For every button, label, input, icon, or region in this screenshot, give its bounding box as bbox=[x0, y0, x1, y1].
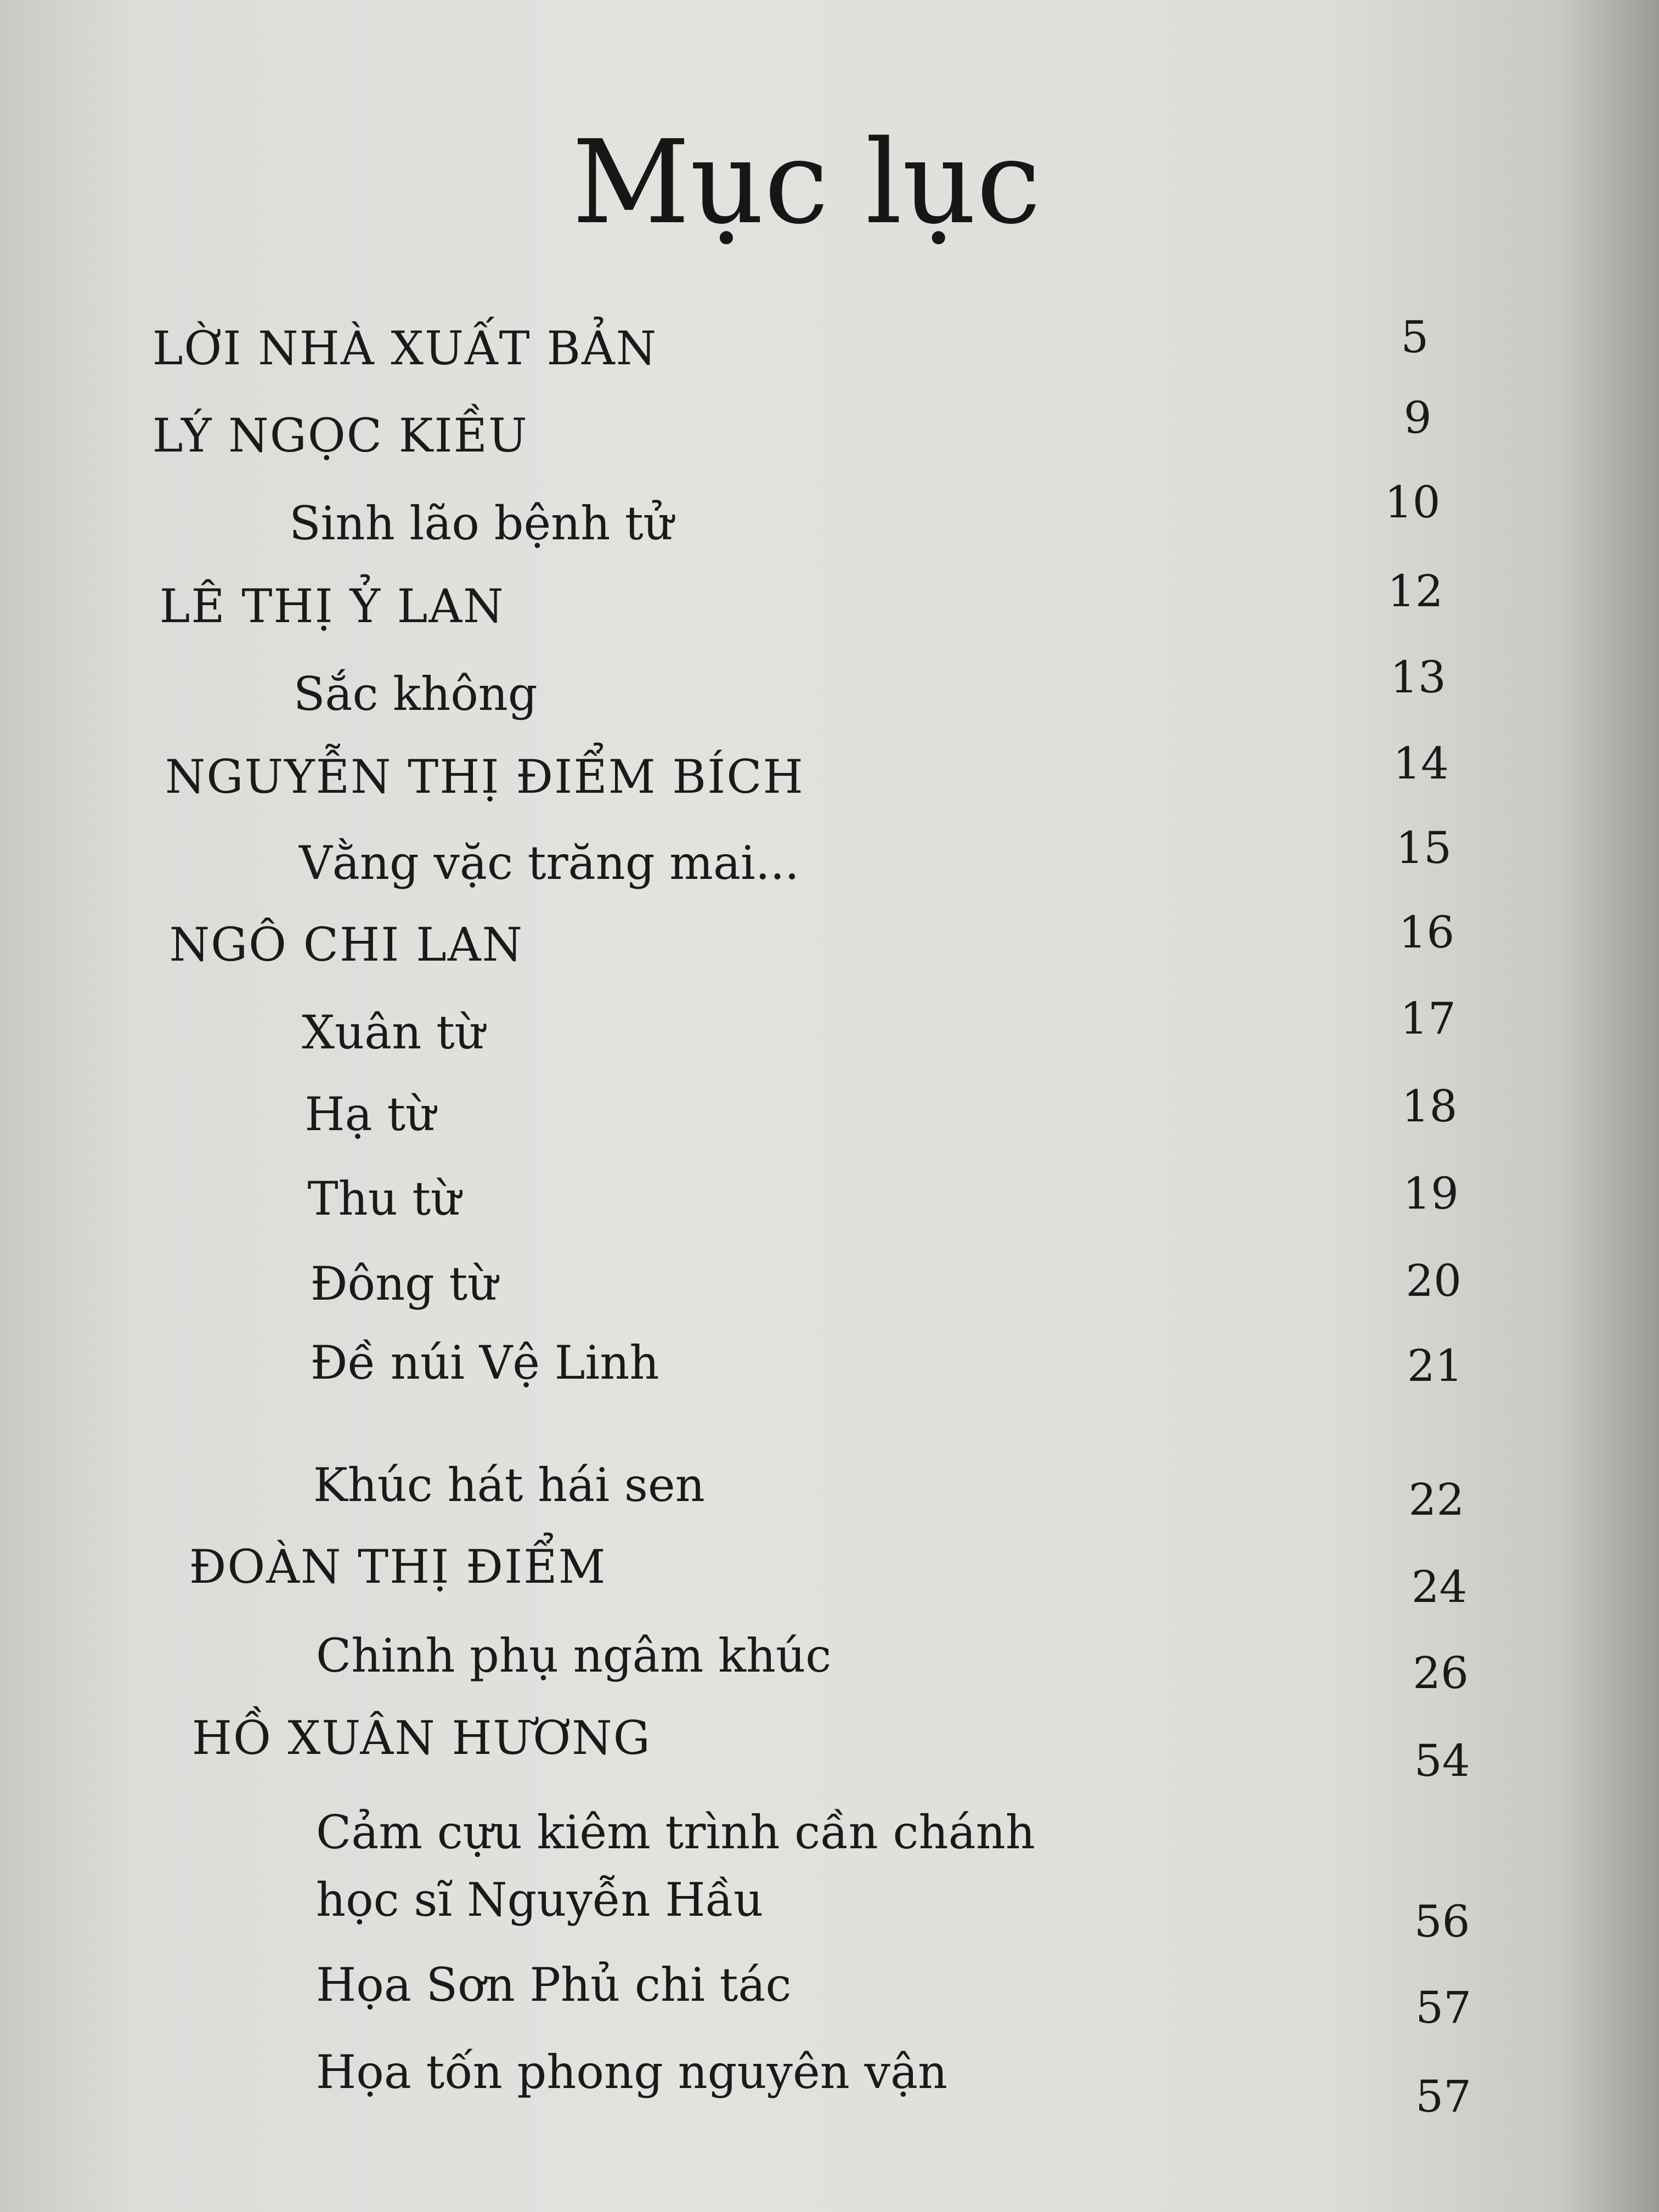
toc-poem-entry: Thu từ bbox=[307, 1172, 461, 1226]
toc-page-number: 10 bbox=[1384, 477, 1441, 528]
page-title: Mục lục bbox=[572, 115, 1041, 250]
toc-poem-entry: Họa Sơn Phủ chi tác bbox=[316, 1957, 792, 2012]
toc-page-number: 18 bbox=[1401, 1080, 1458, 1132]
toc-poem-entry: Xuân từ bbox=[302, 1005, 484, 1059]
toc-author-entry: LÊ THỊ Ỷ LAN bbox=[159, 579, 505, 634]
toc-author-entry: LỜI NHÀ XUẤT BẢN bbox=[152, 321, 658, 375]
toc-poem-entry: Hạ từ bbox=[304, 1087, 436, 1141]
toc-page-number: 26 bbox=[1413, 1647, 1469, 1699]
toc-poem-entry: Đề núi Vệ Linh bbox=[310, 1335, 659, 1390]
toc-author-entry: HỒ XUÂN HƯƠNG bbox=[191, 1711, 651, 1765]
toc-page-number: 14 bbox=[1393, 737, 1449, 789]
toc-page-number: 54 bbox=[1414, 1735, 1470, 1786]
toc-author-entry: NGÔ CHI LAN bbox=[169, 918, 524, 972]
toc-page-number: 21 bbox=[1407, 1340, 1463, 1391]
toc-poem-entry: Họa tốn phong nguyên vận bbox=[316, 2045, 948, 2099]
toc-page-number: 57 bbox=[1415, 2070, 1472, 2122]
toc-page-number: 19 bbox=[1403, 1168, 1459, 1219]
toc-page-number: 17 bbox=[1400, 993, 1456, 1045]
toc-page-number: 13 bbox=[1390, 651, 1446, 703]
toc-poem-entry: Chinh phụ ngâm khúc bbox=[316, 1629, 832, 1683]
toc-page-number: 24 bbox=[1411, 1561, 1468, 1613]
toc-poem-entry: Sắc không bbox=[293, 667, 538, 721]
toc-poem-entry: Đông từ bbox=[310, 1256, 498, 1311]
toc-page-number: 16 bbox=[1398, 907, 1455, 958]
toc-page-number: 57 bbox=[1415, 1982, 1472, 2033]
toc-poem-entry: Vằng vặc trăng mai... bbox=[299, 836, 799, 890]
toc-page-number: 20 bbox=[1406, 1255, 1462, 1307]
toc-page-number: 15 bbox=[1396, 822, 1452, 873]
toc-author-entry: LÝ NGỌC KIỀU bbox=[152, 409, 528, 463]
toc-poem-entry-continued: học sĩ Nguyễn Hầu bbox=[316, 1873, 764, 1927]
toc-author-entry: NGUYỄN THỊ ĐIỂM BÍCH bbox=[165, 750, 804, 804]
toc-page-number: 5 bbox=[1401, 312, 1429, 363]
toc-page-number: 9 bbox=[1403, 392, 1432, 443]
toc-author-entry: ĐOÀN THỊ ĐIỂM bbox=[189, 1540, 607, 1594]
toc-poem-entry: Sinh lão bệnh tử bbox=[289, 496, 673, 550]
toc-poem-entry: Khúc hát hái sen bbox=[313, 1458, 705, 1513]
toc-page-number: 12 bbox=[1387, 566, 1443, 617]
toc-page-number: 22 bbox=[1408, 1474, 1465, 1525]
toc-poem-entry: Cảm cựu kiêm trình cần chánh bbox=[316, 1805, 1035, 1859]
toc-page-number: 56 bbox=[1414, 1895, 1470, 1947]
